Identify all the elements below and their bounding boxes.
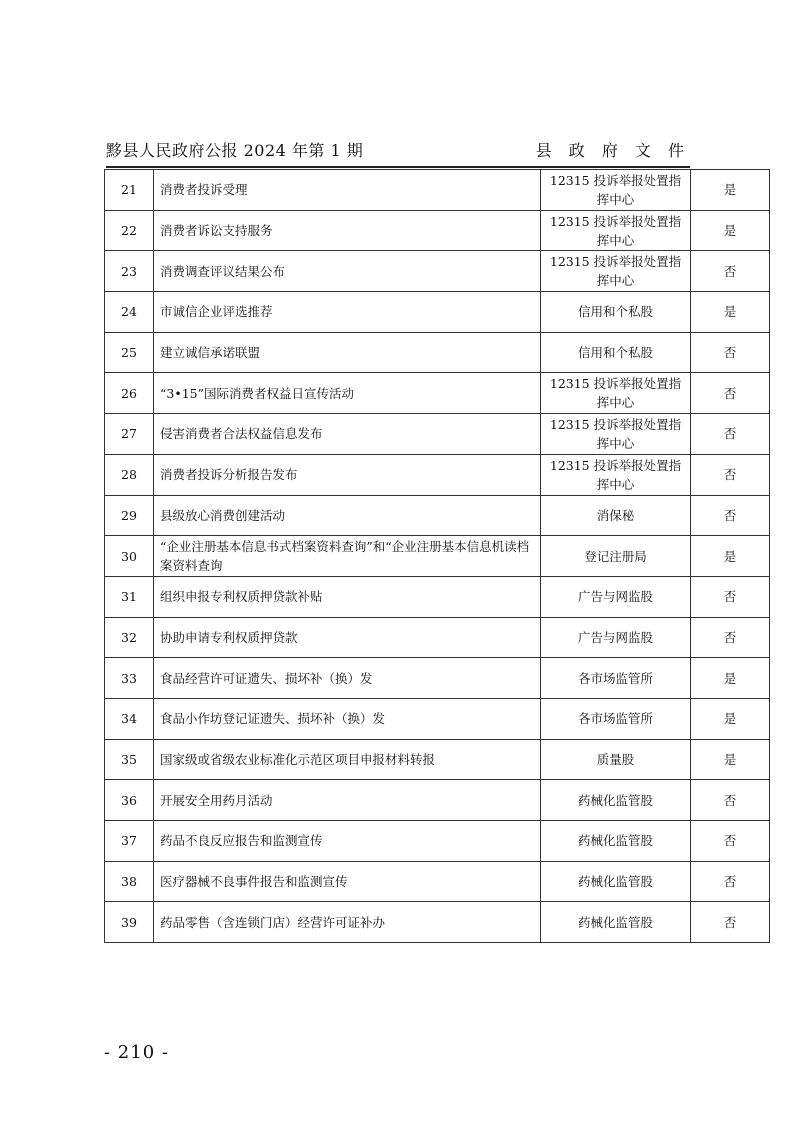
- row-flag: 否: [691, 332, 770, 373]
- table-row: [105, 576, 770, 617]
- page-number: - 210 -: [104, 1042, 169, 1063]
- table-row: [105, 698, 770, 739]
- row-department: 药械化监管股: [541, 780, 691, 821]
- row-department: 12315 投诉举报处置指挥中心: [541, 414, 691, 455]
- row-item: 消费者诉讼支持服务: [154, 210, 541, 251]
- row-number: 28: [105, 454, 154, 495]
- row-department: 登记注册局: [541, 536, 691, 577]
- row-flag: 否: [691, 454, 770, 495]
- row-department: 广告与网监股: [541, 617, 691, 658]
- row-number: 32: [105, 617, 154, 658]
- row-number: 33: [105, 658, 154, 699]
- section-title: 县 政 府 文 件: [535, 141, 690, 160]
- table-body: [105, 170, 770, 943]
- table-row: [105, 495, 770, 536]
- row-department: 各市场监管所: [541, 658, 691, 699]
- row-number: 36: [105, 780, 154, 821]
- header-rule: [106, 166, 690, 168]
- row-number: 30: [105, 536, 154, 577]
- row-item: 医疗器械不良事件报告和监测宣传: [154, 861, 541, 902]
- row-item: 消费者投诉受理: [154, 170, 541, 211]
- row-number: 31: [105, 576, 154, 617]
- table-row: [105, 739, 770, 780]
- row-flag: 是: [691, 698, 770, 739]
- row-department: 12315 投诉举报处置指挥中心: [541, 170, 691, 211]
- table-row: [105, 292, 770, 333]
- table-row: [105, 170, 770, 211]
- row-flag: 否: [691, 902, 770, 943]
- row-number: 39: [105, 902, 154, 943]
- table-row: [105, 617, 770, 658]
- row-department: 信用和个私股: [541, 292, 691, 333]
- row-item: 市诚信企业评选推荐: [154, 292, 541, 333]
- table-row: [105, 902, 770, 943]
- row-flag: 是: [691, 170, 770, 211]
- gazette-title: 黟县人民政府公报 2024 年第 1 期: [106, 141, 364, 160]
- row-item: 侵害消费者合法权益信息发布: [154, 414, 541, 455]
- row-flag: 是: [691, 210, 770, 251]
- row-flag: 否: [691, 780, 770, 821]
- row-department: 信用和个私股: [541, 332, 691, 373]
- table-row: [105, 658, 770, 699]
- row-number: 34: [105, 698, 154, 739]
- table-row: [105, 373, 770, 414]
- row-item: 药品不良反应报告和监测宣传: [154, 821, 541, 862]
- row-flag: 否: [691, 251, 770, 292]
- row-item: 建立诚信承诺联盟: [154, 332, 541, 373]
- row-item: 开展安全用药月活动: [154, 780, 541, 821]
- row-number: 27: [105, 414, 154, 455]
- row-department: 广告与网监股: [541, 576, 691, 617]
- row-department: 各市场监管所: [541, 698, 691, 739]
- table-row: [105, 780, 770, 821]
- row-number: 29: [105, 495, 154, 536]
- row-number: 37: [105, 821, 154, 862]
- table-row: [105, 332, 770, 373]
- row-number: 38: [105, 861, 154, 902]
- row-department: 12315 投诉举报处置指挥中心: [541, 454, 691, 495]
- row-flag: 是: [691, 292, 770, 333]
- row-number: 35: [105, 739, 154, 780]
- row-flag: 否: [691, 861, 770, 902]
- row-department: 消保秘: [541, 495, 691, 536]
- services-table: [104, 169, 770, 943]
- row-flag: 否: [691, 821, 770, 862]
- table-row: [105, 414, 770, 455]
- row-item: 药品零售（含连锁门店）经营许可证补办: [154, 902, 541, 943]
- row-item: “企业注册基本信息书式档案资料查询”和“企业注册基本信息机读档案资料查询: [154, 536, 541, 577]
- row-department: 12315 投诉举报处置指挥中心: [541, 210, 691, 251]
- row-item: 协助申请专利权质押贷款: [154, 617, 541, 658]
- row-flag: 否: [691, 617, 770, 658]
- row-flag: 是: [691, 739, 770, 780]
- row-department: 质量股: [541, 739, 691, 780]
- row-number: 23: [105, 251, 154, 292]
- row-item: “3•15”国际消费者权益日宣传活动: [154, 373, 541, 414]
- table-row: [105, 210, 770, 251]
- row-item: 食品经营许可证遗失、损坏补（换）发: [154, 658, 541, 699]
- row-item: 国家级或省级农业标准化示范区项目申报材料转报: [154, 739, 541, 780]
- row-flag: 否: [691, 373, 770, 414]
- row-flag: 是: [691, 536, 770, 577]
- row-department: 12315 投诉举报处置指挥中心: [541, 373, 691, 414]
- row-item: 县级放心消费创建活动: [154, 495, 541, 536]
- row-item: 食品小作坊登记证遗失、损坏补（换）发: [154, 698, 541, 739]
- row-number: 24: [105, 292, 154, 333]
- table-row: [105, 454, 770, 495]
- table-row: [105, 251, 770, 292]
- row-item: 消费者投诉分析报告发布: [154, 454, 541, 495]
- row-item: 组织申报专利权质押贷款补贴: [154, 576, 541, 617]
- row-flag: 是: [691, 658, 770, 699]
- table-row: [105, 861, 770, 902]
- row-flag: 否: [691, 414, 770, 455]
- row-department: 12315 投诉举报处置指挥中心: [541, 251, 691, 292]
- row-flag: 否: [691, 576, 770, 617]
- row-department: 药械化监管股: [541, 861, 691, 902]
- row-department: 药械化监管股: [541, 821, 691, 862]
- page-header: [106, 140, 690, 166]
- table-row: [105, 821, 770, 862]
- row-flag: 否: [691, 495, 770, 536]
- row-number: 26: [105, 373, 154, 414]
- row-number: 25: [105, 332, 154, 373]
- row-number: 22: [105, 210, 154, 251]
- row-department: 药械化监管股: [541, 902, 691, 943]
- row-number: 21: [105, 170, 154, 211]
- table-row: [105, 536, 770, 577]
- row-item: 消费调查评议结果公布: [154, 251, 541, 292]
